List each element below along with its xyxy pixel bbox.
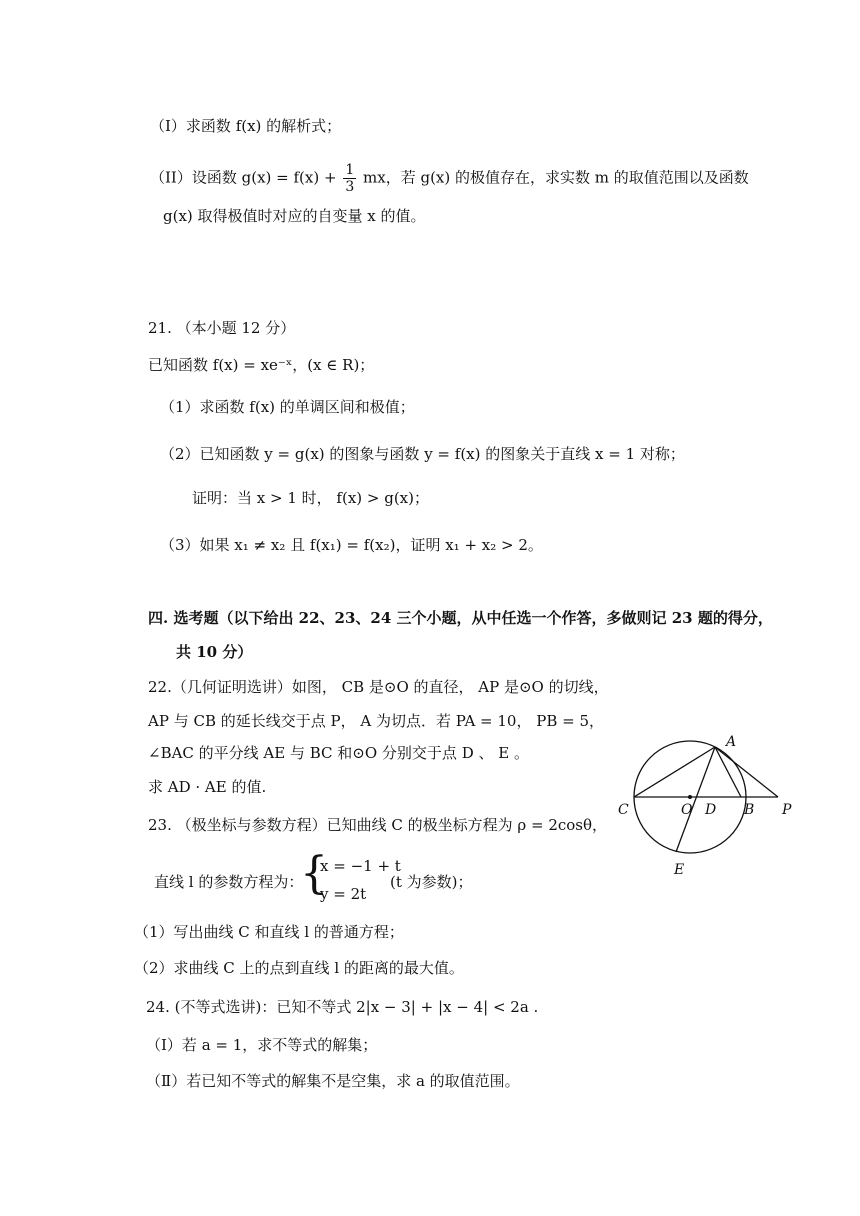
bisector-AE <box>676 747 715 852</box>
q23-param-note: (t 为参数)； <box>390 873 473 891</box>
q23-part1: （1）写出曲线 C 和直线 l 的普通方程； <box>134 923 404 941</box>
q21-part3: （3）如果 x₁ ≠ x₂ 且 f(x₁) = f(x₂)，证明 x₁ + x₂ > 2。 <box>160 536 543 554</box>
q21-header: 21. （本小题 12 分） <box>148 319 296 337</box>
q20-fraction <box>343 162 356 195</box>
label-D: D <box>705 802 717 818</box>
fraction-numerator: 1 <box>345 162 355 178</box>
q23-line1: 23. （极坐标与参数方程）已知曲线 C 的极坐标方程为 ρ = 2cosθ， <box>148 816 608 834</box>
q20-part2 <box>150 162 749 195</box>
left-brace-glyph: { <box>300 848 328 899</box>
q23-part2: （2）求曲线 C 上的点到直线 l 的距离的最大值。 <box>134 959 464 977</box>
q23-eq1: x = −1 + t <box>320 857 401 875</box>
section4-title-line1: 四. 选考题（以下给出 22、23、24 三个小题，从中任选一个作答，多做则记 23 题的得分， <box>148 609 773 627</box>
q24-line1: 24. (不等式选讲)：已知不等式 2|x − 3| + |x − 4| < 2a . <box>146 998 539 1016</box>
label-E: E <box>674 862 685 878</box>
label-A: A <box>726 734 737 750</box>
q22-line2: AP 与 CB 的延长线交于点 P， A 为切点．若 PA = 10， PB = 5， <box>148 712 605 730</box>
q22-line1: 22.（几何证明选讲）如图， CB 是⊙O 的直径， AP 是⊙O 的切线， <box>148 678 609 696</box>
q24-part2: （Ⅱ）若已知不等式的解集不是空集，求 a 的取值范围。 <box>146 1072 520 1090</box>
q21-part2: （2）已知函数 y = g(x) 的图象与函数 y = f(x) 的图象关于直线 x = 1 对称； <box>160 445 685 463</box>
q21-part2-proof: 证明：当 x > 1 时， f(x) > g(x)； <box>192 489 429 507</box>
label-B: B <box>744 802 755 818</box>
tangent-AP <box>715 747 778 797</box>
q20-part2-text-b: mx，若 g(x) 的极值存在，求实数 m 的取值范围以及函数 <box>363 168 749 187</box>
label-O: O <box>681 802 693 818</box>
q22-line4: 求 AD · AE 的值. <box>148 778 267 796</box>
chord-AB <box>715 747 741 797</box>
circle-tangent-figure <box>610 728 810 883</box>
q20-part1: （I）求函数 f(x) 的解析式； <box>150 117 342 135</box>
q24-part1: （Ⅰ）若 a = 1，求不等式的解集； <box>146 1036 378 1054</box>
q21-given: 已知函数 f(x) = xe⁻ˣ，(x ∈ R)； <box>148 356 375 374</box>
label-P: P <box>782 802 792 818</box>
center-point-O <box>688 795 692 799</box>
q22-line3: ∠BAC 的平分线 AE 与 BC 和⊙O 分别交于点 D 、 E 。 <box>148 744 529 762</box>
q23-eq2: y = 2t <box>320 885 367 903</box>
section4-title-line2: 共 10 分） <box>176 643 253 661</box>
q21-part1: （1）求函数 f(x) 的单调区间和极值； <box>160 398 415 416</box>
q20-part2-text-a: （II）设函数 g(x) = f(x) + <box>150 168 337 187</box>
q23-param-label: 直线 l 的参数方程为： <box>154 873 304 891</box>
label-C: C <box>618 802 629 818</box>
q20-part2-continued: g(x) 取得极值时对应的自变量 x 的值。 <box>163 207 426 225</box>
chord-AC <box>634 747 715 797</box>
fraction-denominator: 3 <box>345 179 355 195</box>
